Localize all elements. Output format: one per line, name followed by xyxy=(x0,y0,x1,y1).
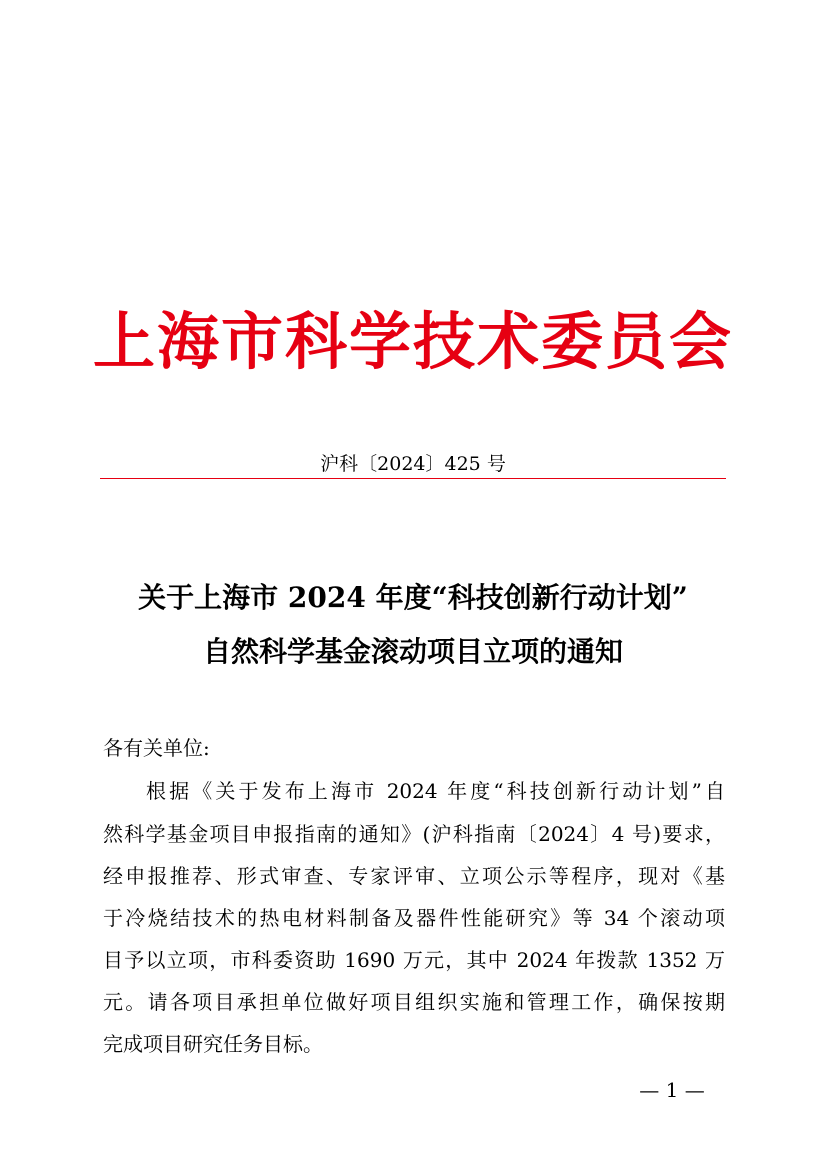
body-line-6: 元。请各项目承担单位做好项目组织实施和管理工作，确保按期 xyxy=(103,990,725,1014)
salutation: 各有关单位: xyxy=(103,736,210,760)
notice-title-line-1: 关于上海市 2024 年度“科技创新行动计划” xyxy=(138,581,688,614)
body-line-5: 目予以立项，市科委资助 1690 万元，其中 2024 年拨款 1352 万 xyxy=(103,948,725,972)
page-number: — 1 — xyxy=(639,1078,705,1102)
body-line-7: 完成项目研究任务目标。 xyxy=(103,1032,323,1056)
header-divider xyxy=(100,478,726,479)
body-line-1: 根据《关于发布上海市 2024 年度“科技创新行动计划”自 xyxy=(146,779,725,803)
body-line-2: 然科学基金项目申报指南的通知》(沪科指南〔2024〕4 号)要求， xyxy=(103,822,725,846)
body-line-3: 经申报推荐、形式审查、专家评审、立项公示等程序，现对《基 xyxy=(103,864,725,888)
issuer-title: 上海市科学技术委员会 xyxy=(92,305,733,378)
document-number: 沪科〔2024〕425 号 xyxy=(320,453,506,475)
body-line-4: 于冷烧结技术的热电材料制备及器件性能研究》等 34 个滚动项 xyxy=(103,906,725,930)
notice-title-line-2: 自然科学基金滚动项目立项的通知 xyxy=(202,635,623,668)
